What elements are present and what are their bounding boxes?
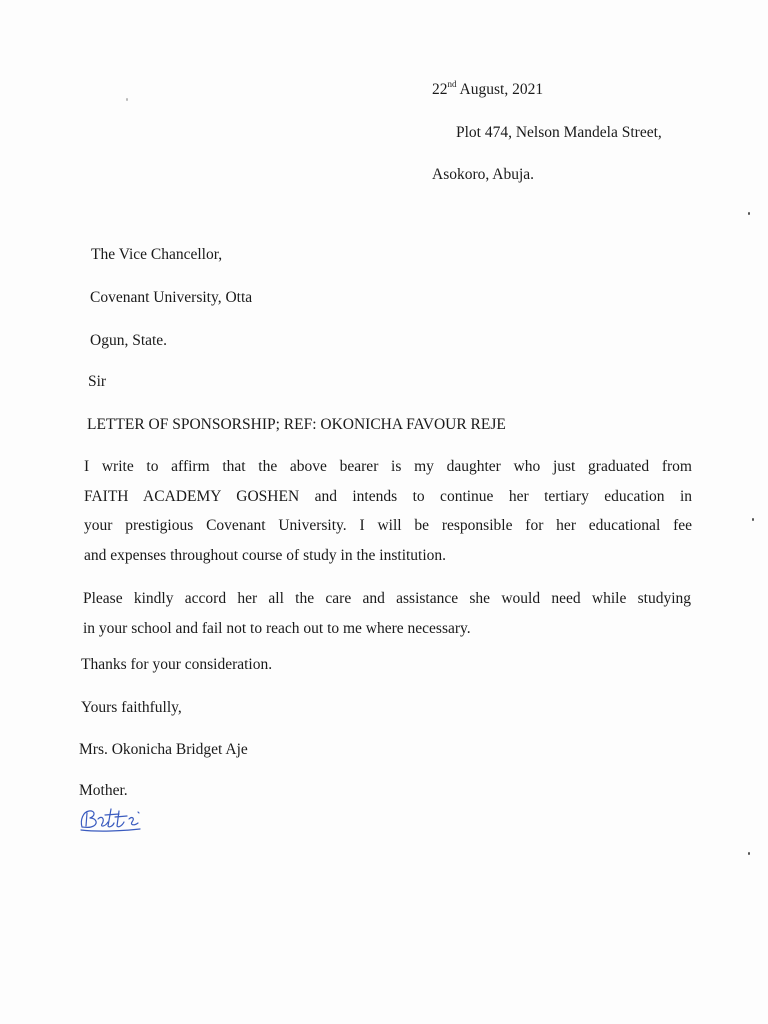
body-paragraph-1 (84, 452, 692, 570)
recipient-line1: The Vice Chancellor, (91, 246, 223, 263)
scan-speck (126, 98, 128, 101)
body-line: I write to affirm that the above bearer is my daughter who just graduated from (84, 458, 692, 475)
signatory-role: Mother. (79, 782, 128, 799)
scan-speck (748, 212, 750, 215)
body-paragraph-2 (83, 584, 691, 643)
subject-line: LETTER OF SPONSORSHIP; REF: OKONICHA FAVOUR REJE (87, 416, 506, 433)
recipient-line3: Ogun, State. (90, 332, 168, 349)
signature-ink (81, 809, 140, 831)
scan-speck (748, 852, 750, 855)
body-line: FAITH ACADEMY GOSHEN and intends to continue her tertiary education in (84, 487, 692, 505)
body-line: Please kindly accord her all the care and assistance she would need while studying (83, 590, 691, 607)
scan-speck (752, 518, 754, 521)
body-line: your prestigious Covenant University. I will be responsible for her educational fee (84, 517, 692, 534)
body-line: and expenses throughout course of study in the institution. (84, 546, 447, 564)
sender-address-line1: Plot 474, Nelson Mandela Street, (456, 124, 662, 141)
body-line: in your school and fail not to reach out to me where necessary. (83, 619, 471, 637)
letter-date: 22nd August, 2021 (432, 79, 544, 98)
thanks-line: Thanks for your consideration. (81, 656, 273, 673)
sender-address-line2: Asokoro, Abuja. (432, 166, 535, 183)
handwritten-signature (78, 806, 148, 834)
valediction: Yours faithfully, (81, 699, 182, 716)
signatory-name: Mrs. Okonicha Bridget Aje (79, 741, 248, 758)
salutation: Sir (88, 373, 107, 390)
recipient-line2: Covenant University, Otta (90, 289, 253, 306)
